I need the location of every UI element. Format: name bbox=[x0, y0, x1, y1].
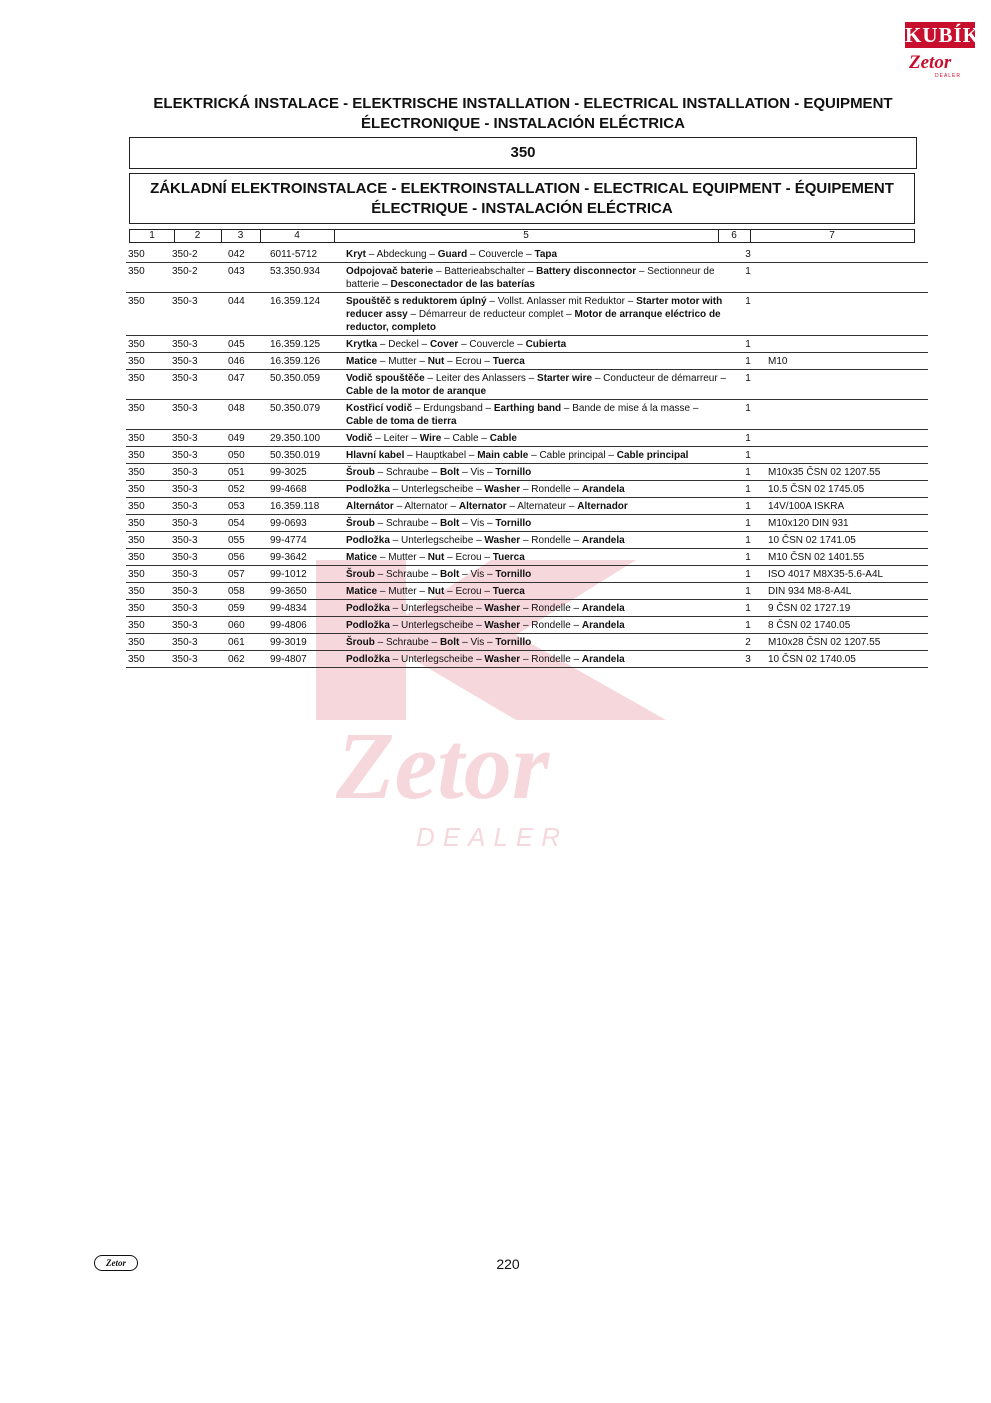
quantity-cell: 1 bbox=[730, 400, 766, 430]
description-text: – Bande de mise á la masse – bbox=[561, 403, 699, 414]
description-text: – Cable principal – bbox=[528, 450, 617, 461]
quantity-cell: 1 bbox=[730, 447, 766, 464]
quantity-cell: 1 bbox=[730, 583, 766, 600]
description-bold-term: Tornillo bbox=[495, 569, 532, 580]
description-text: – Démarreur de reducteur complet – bbox=[407, 309, 575, 320]
position-cell: 055 bbox=[226, 532, 268, 549]
table-row bbox=[126, 370, 928, 400]
description-bold-term: Matice bbox=[346, 356, 378, 367]
position-cell: 058 bbox=[226, 583, 268, 600]
group-cell: 350 bbox=[126, 447, 170, 464]
parts-table-body bbox=[126, 246, 928, 668]
table-row bbox=[126, 600, 928, 617]
quantity-cell: 1 bbox=[730, 549, 766, 566]
quantity-cell: 1 bbox=[730, 263, 766, 293]
quantity-cell: 1 bbox=[730, 566, 766, 583]
description-cell bbox=[344, 600, 730, 617]
table-row bbox=[126, 651, 928, 668]
description-text: – Batterieabschalter – bbox=[433, 266, 537, 277]
section-title-line1: ZÁKLADNÍ ELEKTROINSTALACE - ELEKTROINSTALLATION - ELECTRICAL EQUIPMENT - ÉQUIPEMENT bbox=[150, 180, 894, 197]
group-cell: 350 bbox=[126, 617, 170, 634]
group-cell: 350 bbox=[126, 651, 170, 668]
part-number-cell: 99-3025 bbox=[268, 464, 344, 481]
group-cell: 350 bbox=[126, 263, 170, 293]
note-cell: DIN 934 M8-8-A4L bbox=[766, 583, 928, 600]
table-row bbox=[126, 481, 928, 498]
part-number-cell: 50.350.079 bbox=[268, 400, 344, 430]
description-bold-term: Matice bbox=[346, 586, 378, 597]
description-text: – Couvercle – bbox=[458, 339, 526, 350]
description-text: – Ecrou – bbox=[444, 552, 493, 563]
zetor-logo-text: Zetor bbox=[909, 52, 952, 73]
description-bold-term: Washer bbox=[484, 484, 521, 495]
note-cell bbox=[766, 246, 928, 263]
quantity-cell: 3 bbox=[730, 246, 766, 263]
group-number-box: 350 bbox=[129, 137, 917, 169]
description-bold-term: Guard bbox=[437, 249, 468, 260]
subgroup-cell: 350-3 bbox=[170, 481, 226, 498]
description-bold-term: Tornillo bbox=[495, 467, 532, 478]
description-bold-term: Desconectador de las baterías bbox=[390, 279, 535, 290]
quantity-cell: 1 bbox=[730, 464, 766, 481]
description-bold-term: Tuerca bbox=[492, 586, 525, 597]
description-bold-term: Nut bbox=[427, 552, 445, 563]
description-bold-term: Cubierta bbox=[525, 339, 567, 350]
column-header-7: 7 bbox=[829, 230, 835, 241]
note-cell: ISO 4017 M8X35-5.6-A4L bbox=[766, 566, 928, 583]
position-cell: 053 bbox=[226, 498, 268, 515]
description-cell bbox=[344, 447, 730, 464]
note-cell bbox=[766, 336, 928, 353]
note-cell: 10.5 ČSN 02 1745.05 bbox=[766, 481, 928, 498]
description-bold-term: Šroub bbox=[346, 518, 375, 529]
description-bold-term: Bolt bbox=[439, 518, 460, 529]
description-text: – Vis – bbox=[459, 518, 496, 529]
part-number-cell: 99-0693 bbox=[268, 515, 344, 532]
subgroup-cell: 350-3 bbox=[170, 515, 226, 532]
subgroup-cell: 350-3 bbox=[170, 583, 226, 600]
group-cell: 350 bbox=[126, 498, 170, 515]
description-text: – Vis – bbox=[459, 637, 496, 648]
description-cell bbox=[344, 617, 730, 634]
quantity-cell: 1 bbox=[730, 353, 766, 370]
part-number-cell: 99-4806 bbox=[268, 617, 344, 634]
quantity-cell: 1 bbox=[730, 293, 766, 336]
description-bold-term: Battery disconnector bbox=[536, 266, 637, 277]
description-bold-term: Matice bbox=[346, 552, 378, 563]
quantity-cell: 1 bbox=[730, 515, 766, 532]
subgroup-cell: 350-3 bbox=[170, 498, 226, 515]
description-cell bbox=[344, 370, 730, 400]
quantity-cell: 1 bbox=[730, 336, 766, 353]
table-row bbox=[126, 617, 928, 634]
column-header-1: 1 bbox=[130, 230, 175, 242]
description-bold-term: Podložka bbox=[346, 484, 390, 495]
description-bold-term: Motor de arranque eléctrico de reductor, completo bbox=[346, 309, 721, 333]
description-bold-term: Cable bbox=[489, 433, 517, 444]
description-cell bbox=[344, 400, 730, 430]
description-bold-term: Kostřicí vodič bbox=[346, 403, 413, 414]
description-bold-term: Odpojovač baterie bbox=[346, 266, 434, 277]
description-bold-term: Washer bbox=[484, 603, 521, 614]
position-cell: 048 bbox=[226, 400, 268, 430]
group-cell: 350 bbox=[126, 370, 170, 400]
description-bold-term: Nut bbox=[427, 356, 445, 367]
position-cell: 056 bbox=[226, 549, 268, 566]
description-text: – Alternateur – bbox=[506, 501, 578, 512]
watermark-zetor: Zetor bbox=[336, 712, 550, 819]
quantity-cell: 2 bbox=[730, 634, 766, 651]
position-cell: 042 bbox=[226, 246, 268, 263]
description-cell bbox=[344, 430, 730, 447]
group-cell: 350 bbox=[126, 336, 170, 353]
watermark-dealer: DEALER bbox=[416, 822, 569, 852]
description-text: – Ecrou – bbox=[444, 356, 493, 367]
description-bold-term: Arandela bbox=[581, 484, 625, 495]
subgroup-cell: 350-3 bbox=[170, 430, 226, 447]
description-bold-term: Bolt bbox=[439, 569, 460, 580]
note-cell: 10 ČSN 02 1741.05 bbox=[766, 532, 928, 549]
description-cell bbox=[344, 464, 730, 481]
position-cell: 057 bbox=[226, 566, 268, 583]
group-cell: 350 bbox=[126, 481, 170, 498]
description-text: – Erdungsband – bbox=[412, 403, 494, 414]
note-cell bbox=[766, 400, 928, 430]
description-text: – Alternator – bbox=[393, 501, 459, 512]
description-text: – Mutter – bbox=[377, 356, 428, 367]
table-row bbox=[126, 246, 928, 263]
group-cell: 350 bbox=[126, 634, 170, 651]
description-bold-term: Washer bbox=[484, 654, 521, 665]
description-text: – Schraube – bbox=[374, 518, 440, 529]
table-row bbox=[126, 400, 928, 430]
description-cell bbox=[344, 353, 730, 370]
description-text: – Rondelle – bbox=[520, 620, 582, 631]
description-cell bbox=[344, 336, 730, 353]
table-row bbox=[126, 515, 928, 532]
description-text: – Unterlegscheibe – bbox=[389, 603, 485, 614]
table-row bbox=[126, 634, 928, 651]
position-cell: 043 bbox=[226, 263, 268, 293]
description-bold-term: Alternador bbox=[577, 501, 628, 512]
part-number-cell: 16.359.124 bbox=[268, 293, 344, 336]
note-cell bbox=[766, 447, 928, 464]
part-number-cell: 29.350.100 bbox=[268, 430, 344, 447]
group-cell: 350 bbox=[126, 583, 170, 600]
note-cell: M10x35 ČSN 02 1207.55 bbox=[766, 464, 928, 481]
column-header-5: 5 bbox=[334, 230, 719, 242]
description-bold-term: Krytka bbox=[346, 339, 378, 350]
position-cell: 045 bbox=[226, 336, 268, 353]
subgroup-cell: 350-3 bbox=[170, 566, 226, 583]
subgroup-cell: 350-3 bbox=[170, 370, 226, 400]
description-text: – Conducteur de démarreur – bbox=[592, 373, 727, 384]
description-bold-term: Šroub bbox=[346, 637, 375, 648]
subgroup-cell: 350-3 bbox=[170, 651, 226, 668]
quantity-cell: 1 bbox=[730, 430, 766, 447]
description-bold-term: Cable de toma de tierra bbox=[346, 416, 457, 427]
description-text: – Unterlegscheibe – bbox=[389, 654, 485, 665]
position-cell: 060 bbox=[226, 617, 268, 634]
description-bold-term: Starter wire bbox=[537, 373, 593, 384]
description-bold-term: Cable principal bbox=[616, 450, 689, 461]
part-number-cell: 99-4668 bbox=[268, 481, 344, 498]
description-text: – Unterlegscheibe – bbox=[389, 535, 485, 546]
description-text: – Unterlegscheibe – bbox=[389, 620, 485, 631]
note-cell: 14V/100A ISKRA bbox=[766, 498, 928, 515]
group-cell: 350 bbox=[126, 600, 170, 617]
description-cell bbox=[344, 566, 730, 583]
description-text: – Rondelle – bbox=[520, 603, 582, 614]
description-text: – Leiter des Anlassers – bbox=[424, 373, 538, 384]
table-row bbox=[126, 430, 928, 447]
quantity-cell: 1 bbox=[730, 498, 766, 515]
description-bold-term: Šroub bbox=[346, 569, 375, 580]
description-bold-term: Arandela bbox=[581, 603, 625, 614]
group-cell: 350 bbox=[126, 549, 170, 566]
column-header-3: 3 bbox=[221, 230, 261, 242]
part-number-cell: 50.350.059 bbox=[268, 370, 344, 400]
table-row bbox=[126, 293, 928, 336]
table-row bbox=[126, 263, 928, 293]
description-bold-term: Tornillo bbox=[495, 637, 532, 648]
description-cell bbox=[344, 634, 730, 651]
description-text: – Mutter – bbox=[377, 552, 428, 563]
part-number-cell: 53.350.934 bbox=[268, 263, 344, 293]
position-cell: 051 bbox=[226, 464, 268, 481]
subgroup-cell: 350-3 bbox=[170, 532, 226, 549]
note-cell: 9 ČSN 02 1727.19 bbox=[766, 600, 928, 617]
parts-table bbox=[126, 246, 928, 668]
section-title-box bbox=[129, 173, 915, 224]
part-number-cell: 99-1012 bbox=[268, 566, 344, 583]
description-bold-term: Tuerca bbox=[492, 356, 525, 367]
description-cell bbox=[344, 515, 730, 532]
subgroup-cell: 350-3 bbox=[170, 600, 226, 617]
description-cell bbox=[344, 583, 730, 600]
note-cell bbox=[766, 430, 928, 447]
part-number-cell: 16.359.126 bbox=[268, 353, 344, 370]
subgroup-cell: 350-3 bbox=[170, 400, 226, 430]
part-number-cell: 99-3642 bbox=[268, 549, 344, 566]
description-bold-term: Alternator bbox=[458, 501, 507, 512]
description-cell bbox=[344, 263, 730, 293]
description-bold-term: Podložka bbox=[346, 535, 390, 546]
subgroup-cell: 350-2 bbox=[170, 263, 226, 293]
group-cell: 350 bbox=[126, 464, 170, 481]
table-row bbox=[126, 336, 928, 353]
table-row bbox=[126, 353, 928, 370]
note-cell bbox=[766, 370, 928, 400]
description-bold-term: Cover bbox=[429, 339, 459, 350]
note-cell: M10x120 DIN 931 bbox=[766, 515, 928, 532]
description-bold-term: Arandela bbox=[581, 535, 625, 546]
description-bold-term: Washer bbox=[484, 620, 521, 631]
table-row bbox=[126, 566, 928, 583]
part-number-cell: 16.359.125 bbox=[268, 336, 344, 353]
part-number-cell: 99-3650 bbox=[268, 583, 344, 600]
description-bold-term: Nut bbox=[427, 586, 445, 597]
table-row bbox=[126, 447, 928, 464]
description-text: – Leiter – bbox=[372, 433, 420, 444]
column-header-2: 2 bbox=[174, 230, 222, 242]
position-cell: 044 bbox=[226, 293, 268, 336]
position-cell: 054 bbox=[226, 515, 268, 532]
section-title-line2: ÉLECTRIQUE - INSTALACIÓN ELÉCTRICA bbox=[371, 200, 673, 217]
description-bold-term: Kryt bbox=[346, 249, 367, 260]
quantity-cell: 1 bbox=[730, 532, 766, 549]
description-bold-term: Earthing band bbox=[493, 403, 562, 414]
description-bold-term: Arandela bbox=[581, 620, 625, 631]
description-bold-term: Podložka bbox=[346, 654, 390, 665]
page-title-line1: ELEKTRICKÁ INSTALACE - ELEKTRISCHE INSTALLATION - ELECTRICAL INSTALLATION - EQUIPMENT bbox=[153, 95, 893, 112]
description-bold-term: Podložka bbox=[346, 603, 390, 614]
description-bold-term: Main cable bbox=[477, 450, 529, 461]
description-text: – Unterlegscheibe – bbox=[389, 484, 485, 495]
part-number-cell: 16.359.118 bbox=[268, 498, 344, 515]
description-bold-term: Bolt bbox=[439, 467, 460, 478]
column-header-4: 4 bbox=[260, 230, 335, 242]
group-cell: 350 bbox=[126, 246, 170, 263]
dealer-logo-text: DEALER bbox=[935, 73, 962, 79]
part-number-cell: 50.350.019 bbox=[268, 447, 344, 464]
description-text: – Schraube – bbox=[374, 569, 440, 580]
subgroup-cell: 350-3 bbox=[170, 353, 226, 370]
quantity-cell: 1 bbox=[730, 600, 766, 617]
subgroup-cell: 350-3 bbox=[170, 464, 226, 481]
description-text: – Rondelle – bbox=[520, 654, 582, 665]
position-cell: 059 bbox=[226, 600, 268, 617]
description-bold-term: Washer bbox=[484, 535, 521, 546]
quantity-cell: 1 bbox=[730, 370, 766, 400]
description-text: – Hauptkabel – bbox=[404, 450, 478, 461]
table-row bbox=[126, 532, 928, 549]
description-cell bbox=[344, 293, 730, 336]
note-cell: M10 bbox=[766, 353, 928, 370]
description-cell bbox=[344, 532, 730, 549]
group-cell: 350 bbox=[126, 293, 170, 336]
description-bold-term: Bolt bbox=[439, 637, 460, 648]
table-row bbox=[126, 464, 928, 481]
position-cell: 047 bbox=[226, 370, 268, 400]
description-text: – Abdeckung – bbox=[366, 249, 438, 260]
position-cell: 062 bbox=[226, 651, 268, 668]
description-text: – Vis – bbox=[459, 569, 496, 580]
page-title-line2: ÉLECTRONIQUE - INSTALACIÓN ELÉCTRICA bbox=[361, 115, 685, 132]
group-cell: 350 bbox=[126, 353, 170, 370]
note-cell bbox=[766, 293, 928, 336]
group-cell: 350 bbox=[126, 566, 170, 583]
description-bold-term: Alternátor bbox=[346, 501, 394, 512]
description-bold-term: Hlavní kabel bbox=[346, 450, 405, 461]
part-number-cell: 99-4807 bbox=[268, 651, 344, 668]
column-header-6: 6 bbox=[718, 230, 751, 242]
part-number-cell: 99-4774 bbox=[268, 532, 344, 549]
description-text: – Schraube – bbox=[374, 637, 440, 648]
column-header-row bbox=[129, 229, 915, 243]
description-bold-term: Vodič spouštěče bbox=[346, 373, 425, 384]
position-cell: 046 bbox=[226, 353, 268, 370]
subgroup-cell: 350-3 bbox=[170, 617, 226, 634]
note-cell bbox=[766, 263, 928, 293]
description-text: – Sectionneur de batterie – bbox=[346, 266, 715, 290]
note-cell: 8 ČSN 02 1740.05 bbox=[766, 617, 928, 634]
description-bold-term: Spouštěč s reduktorem úplný bbox=[346, 296, 487, 307]
description-text: – Rondelle – bbox=[520, 484, 582, 495]
position-cell: 050 bbox=[226, 447, 268, 464]
description-bold-term: Wire bbox=[419, 433, 442, 444]
subgroup-cell: 350-3 bbox=[170, 336, 226, 353]
description-text: – Mutter – bbox=[377, 586, 428, 597]
note-cell: 10 ČSN 02 1740.05 bbox=[766, 651, 928, 668]
subgroup-cell: 350-2 bbox=[170, 246, 226, 263]
description-cell bbox=[344, 246, 730, 263]
description-bold-term: Cable de la motor de aranque bbox=[346, 386, 487, 397]
table-row bbox=[126, 498, 928, 515]
page-title bbox=[130, 94, 916, 134]
group-cell: 350 bbox=[126, 515, 170, 532]
kubik-zetor-logo bbox=[905, 18, 981, 79]
table-row bbox=[126, 583, 928, 600]
note-cell: M10x28 ČSN 02 1207.55 bbox=[766, 634, 928, 651]
description-cell bbox=[344, 549, 730, 566]
note-cell: M10 ČSN 02 1401.55 bbox=[766, 549, 928, 566]
footer-zetor-logo: Zetor bbox=[94, 1255, 138, 1271]
description-text: – Vollst. Anlasser mit Reduktor – bbox=[486, 296, 637, 307]
subgroup-cell: 350-3 bbox=[170, 634, 226, 651]
description-text: – Schraube – bbox=[374, 467, 440, 478]
description-bold-term: Starter motor with reducer assy bbox=[346, 296, 723, 320]
subgroup-cell: 350-3 bbox=[170, 293, 226, 336]
description-bold-term: Arandela bbox=[581, 654, 625, 665]
page-number: 220 bbox=[496, 1256, 520, 1272]
description-cell bbox=[344, 651, 730, 668]
table-row bbox=[126, 549, 928, 566]
description-bold-term: Podložka bbox=[346, 620, 390, 631]
description-text: – Ecrou – bbox=[444, 586, 493, 597]
quantity-cell: 1 bbox=[730, 617, 766, 634]
description-bold-term: Vodič bbox=[346, 433, 373, 444]
description-text: – Cable – bbox=[441, 433, 490, 444]
position-cell: 049 bbox=[226, 430, 268, 447]
position-cell: 061 bbox=[226, 634, 268, 651]
description-cell bbox=[344, 498, 730, 515]
group-cell: 350 bbox=[126, 400, 170, 430]
description-bold-term: Tornillo bbox=[495, 518, 532, 529]
position-cell: 052 bbox=[226, 481, 268, 498]
part-number-cell: 6011-5712 bbox=[268, 246, 344, 263]
description-text: – Deckel – bbox=[377, 339, 430, 350]
group-cell: 350 bbox=[126, 532, 170, 549]
group-cell: 350 bbox=[126, 430, 170, 447]
description-text: – Vis – bbox=[459, 467, 496, 478]
description-bold-term: Tuerca bbox=[492, 552, 525, 563]
description-bold-term: Tapa bbox=[534, 249, 558, 260]
description-bold-term: Šroub bbox=[346, 467, 375, 478]
subgroup-cell: 350-3 bbox=[170, 549, 226, 566]
description-text: – Rondelle – bbox=[520, 535, 582, 546]
kubik-logo-text: KUBÍK bbox=[905, 23, 981, 47]
subgroup-cell: 350-3 bbox=[170, 447, 226, 464]
quantity-cell: 3 bbox=[730, 651, 766, 668]
description-cell bbox=[344, 481, 730, 498]
part-number-cell: 99-3019 bbox=[268, 634, 344, 651]
quantity-cell: 1 bbox=[730, 481, 766, 498]
part-number-cell: 99-4834 bbox=[268, 600, 344, 617]
description-text: – Couvercle – bbox=[467, 249, 535, 260]
